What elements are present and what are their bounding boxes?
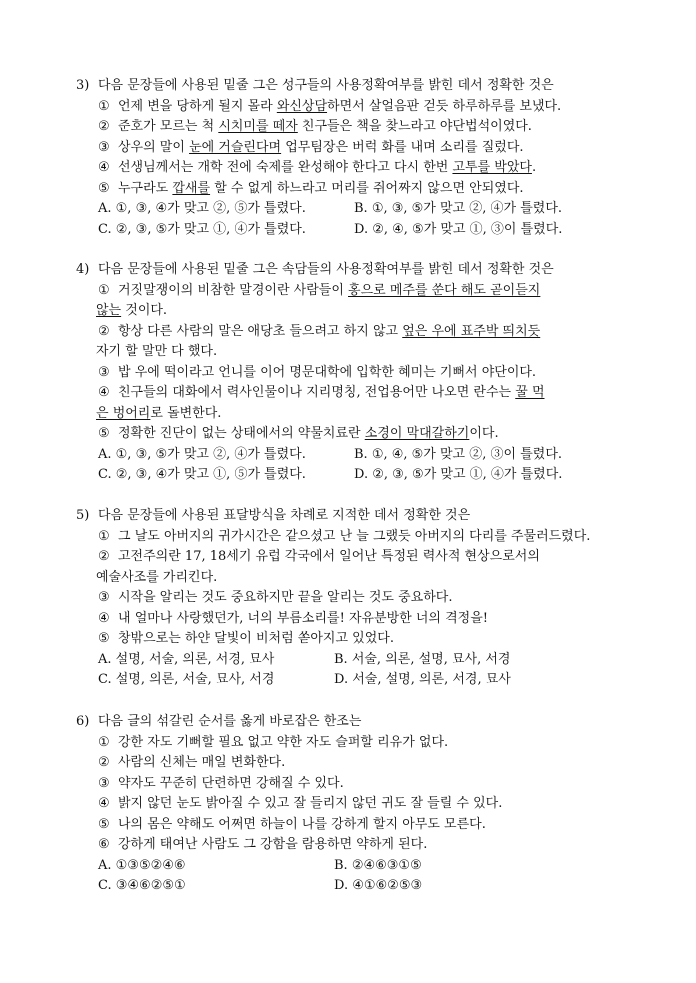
question-text: 다음 글의 섞갈린 순서를 옳게 바로잡은 한조는: [98, 714, 362, 729]
question-number: 6): [76, 714, 90, 729]
option-4: [76, 609, 676, 630]
option-mark: ④: [98, 796, 110, 811]
option-text: 사람의 신체는 매일 변화한다.: [118, 755, 286, 770]
option-1: [76, 281, 676, 302]
option-2: [76, 322, 676, 343]
question-stem: [76, 260, 676, 281]
option-text: 강한 자도 기뻐할 필요 없고 약한 자도 슬퍼할 리유가 없다.: [118, 734, 449, 750]
option-mark: ⑤: [98, 631, 110, 646]
option-5: [76, 179, 676, 200]
option-5: [76, 424, 676, 445]
answer-c[interactable]: C. ②, ③, ④가 맞고 ①, ⑤가 틀렸다.: [98, 467, 306, 482]
option-mark: ③: [98, 139, 110, 155]
answer-d[interactable]: D. ②, ④, ⑤가 맞고 ①, ③이 틀렸다.: [354, 221, 563, 237]
option-4: [76, 158, 676, 179]
underlined-idiom: 고투를 박았다: [452, 160, 532, 175]
answer-choices: [76, 199, 676, 240]
option-1-continued: [76, 301, 676, 322]
option-mark: ①: [98, 734, 110, 750]
option-6: [76, 835, 676, 856]
option-2: [76, 117, 676, 138]
option-2-continued: [76, 342, 676, 363]
answer-choices: [76, 650, 676, 691]
option-text: 내 얼마나 사랑했던가, 너의 부름소리를! 자유분방한 너의 격정을!: [118, 610, 489, 626]
answer-c[interactable]: C. ③④⑥②⑤①: [98, 878, 186, 893]
option-text: 예술사조를 가리킨다.: [96, 569, 218, 585]
option-text: 강하게 태여난 사람도 그 강함을 람용하면 약하게 된다.: [118, 837, 428, 852]
option-text: 시작을 알리는 것도 중요하지만 끝을 알리는 것도 중요하다.: [118, 590, 453, 605]
question-number: 5): [76, 508, 90, 523]
option-text: 밥 우에 떡이라고 언니를 이어 명문대학에 입학한 혜미는 기뻐서 야단이다.: [118, 364, 537, 380]
option-text: 상우의 말이: [118, 139, 190, 155]
option-text: 하면서 살얼음판 걷듯 하루하루를 보냈다.: [327, 98, 562, 114]
option-mark: ③: [98, 364, 110, 380]
option-text: 그 날도 아버지의 귀가시간은 같으셨고 난 늘 그랬듯 아버지의 다리를 주물러드렸다.: [118, 528, 591, 544]
option-mark: ②: [98, 323, 110, 339]
option-text: 언제 변을 당하게 될지 몰라: [118, 98, 277, 114]
option-mark: ⑤: [98, 816, 110, 832]
option-3: [76, 774, 676, 795]
question-text: 다음 문장들에 사용된 밑줄 그은 속담들의 사용정확여부를 밝힌 데서 정확한 것은: [98, 262, 554, 277]
option-mark: ⑥: [98, 837, 110, 852]
option-mark: ③: [98, 775, 110, 791]
underlined-proverb: 은 벙어리: [96, 405, 151, 421]
option-text: 나의 몸은 약해도 어쩌면 하늘이 나를 강하게 할지 아무도 모른다.: [118, 816, 486, 832]
question-stem: [76, 712, 676, 733]
answer-a[interactable]: A. ①, ③, ⑤가 맞고 ②, ④가 틀렸다.: [98, 446, 306, 462]
option-mark: ①: [98, 98, 110, 114]
underlined-idiom: 눈에 거슬린다며: [189, 139, 282, 155]
option-5: [76, 815, 676, 836]
answer-c[interactable]: C. ②, ③, ⑤가 맞고 ①, ④가 틀렸다.: [98, 221, 306, 237]
answer-a[interactable]: A. ①③⑤②④⑥: [98, 857, 186, 873]
underlined-idiom: 시치미를 떼자: [218, 119, 298, 134]
option-1: [76, 527, 676, 548]
option-3: [76, 138, 676, 159]
question-number: 3): [76, 78, 90, 93]
option-2: [76, 753, 676, 774]
option-1: [76, 97, 676, 118]
option-text: 창밖으로는 하얀 달빛이 비처럼 쏟아지고 있었다.: [118, 631, 394, 646]
question-number: 4): [76, 262, 90, 277]
answer-b[interactable]: B. ①, ④, ⑤가 맞고 ②, ③이 틀렸다.: [354, 446, 563, 462]
option-mark: ④: [98, 385, 110, 400]
question-stem: [76, 76, 676, 97]
option-4-continued: [76, 404, 676, 425]
option-text: 고전주의란 17, 18세기 유럽 각국에서 일어난 특정된 력사적 현상으로서의: [118, 549, 540, 564]
option-mark: ③: [98, 590, 110, 605]
option-text: 밝지 않던 눈도 밝아질 수 있고 잘 들리지 않던 귀도 잘 들릴 수 있다.: [118, 796, 503, 811]
question-stem: [76, 506, 676, 527]
option-2-continued: [76, 568, 676, 589]
option-mark: ②: [98, 549, 110, 564]
option-text: 로 돌변한다.: [150, 405, 222, 421]
answer-d[interactable]: D. ②, ③, ⑤가 맞고 ①, ④가 틀렸다.: [354, 467, 563, 482]
answer-d[interactable]: D. 서술, 설명, 의론, 서경, 묘사: [334, 672, 511, 687]
option-mark: ⑤: [98, 180, 110, 196]
option-4: [76, 794, 676, 815]
option-text: 이다.: [469, 426, 499, 441]
answer-b[interactable]: B. ②④⑥③①⑤: [334, 857, 422, 873]
option-mark: ④: [98, 610, 110, 626]
question-3: [76, 76, 676, 240]
question-4: [76, 260, 676, 486]
question-text: 다음 문장들에 사용된 밑줄 그은 성구들의 사용정확여부를 밝힌 데서 정확한 것은: [98, 78, 554, 93]
option-text: 업무팀장은 버럭 화를 내며 소리를 질렀다.: [281, 139, 524, 155]
option-text: 항상 다른 사람의 말은 애당초 들으려고 하지 않고: [118, 323, 403, 339]
option-mark: ①: [98, 282, 110, 298]
underlined-proverb: 소경이 막대갈하기: [364, 426, 470, 441]
option-text: 자기 할 말만 다 했다.: [96, 344, 218, 359]
answer-choices: [76, 445, 676, 486]
underlined-proverb: 않는: [96, 303, 122, 318]
question-6: [76, 712, 676, 897]
answer-a[interactable]: A. 설명, 서술, 의론, 서경, 묘사: [98, 651, 275, 667]
option-4: [76, 383, 676, 404]
answer-b[interactable]: B. ①, ③, ⑤가 맞고 ②, ④가 틀렸다.: [354, 201, 563, 216]
underlined-proverb: 엎은 우에 표주박 띄치듯: [402, 323, 541, 339]
option-1: [76, 733, 676, 754]
option-text: .: [531, 160, 537, 175]
question-text: 다음 문장들에 사용된 표달방식을 차례로 지적한 데서 정확한 것은: [98, 508, 471, 523]
question-5: [76, 506, 676, 691]
option-text: 약자도 꾸준히 단련하면 강해질 수 있다.: [118, 775, 344, 791]
option-text: 친구들의 대화에서 력사인물이나 지리명칭, 전업용어만 나오면 란수는: [118, 385, 516, 400]
option-3: [76, 588, 676, 609]
answer-choices: [76, 856, 676, 897]
option-text: 누구라도: [118, 180, 173, 196]
option-3: [76, 363, 676, 384]
option-text: 거짓말쟁이의 비참한 말경이란 사람들이: [118, 282, 349, 298]
option-mark: ②: [98, 755, 110, 770]
option-2: [76, 547, 676, 568]
answer-a[interactable]: A. ①, ③, ④가 맞고 ②, ⑤가 틀렸다.: [98, 201, 306, 216]
option-text: 것이다.: [121, 303, 168, 318]
option-5: [76, 629, 676, 650]
option-text: 할 수 없게 하느라고 머리를 쥐어짜지 않으면 안되였다.: [210, 180, 524, 196]
option-mark: ④: [98, 160, 110, 175]
answer-b[interactable]: B. 서술, 의론, 설명, 묘사, 서경: [334, 651, 511, 667]
answer-c[interactable]: C. 설명, 의론, 서술, 묘사, 서경: [98, 672, 275, 687]
option-mark: ⑤: [98, 426, 110, 441]
option-text: 선생님께서는 개학 전에 숙제를 완성해야 한다고 다시 한번: [118, 160, 453, 175]
option-text: 정확한 진단이 없는 상태에서의 약물치료란: [118, 426, 365, 441]
option-mark: ②: [98, 119, 110, 134]
option-text: 준호가 모르는 척: [118, 119, 219, 134]
answer-d[interactable]: D. ④①⑥②⑤③: [334, 878, 423, 893]
underlined-proverb: 꿀 먹: [515, 385, 545, 400]
underlined-idiom: 깝새를: [172, 180, 211, 196]
option-mark: ①: [98, 528, 110, 544]
underlined-idiom: 와신상담: [276, 98, 328, 114]
option-text: 친구들은 책을 찾느라고 야단법석이였다.: [297, 119, 532, 134]
underlined-proverb: 홍으로 메주를 쑨다 해도 곧이듣지: [348, 282, 541, 298]
